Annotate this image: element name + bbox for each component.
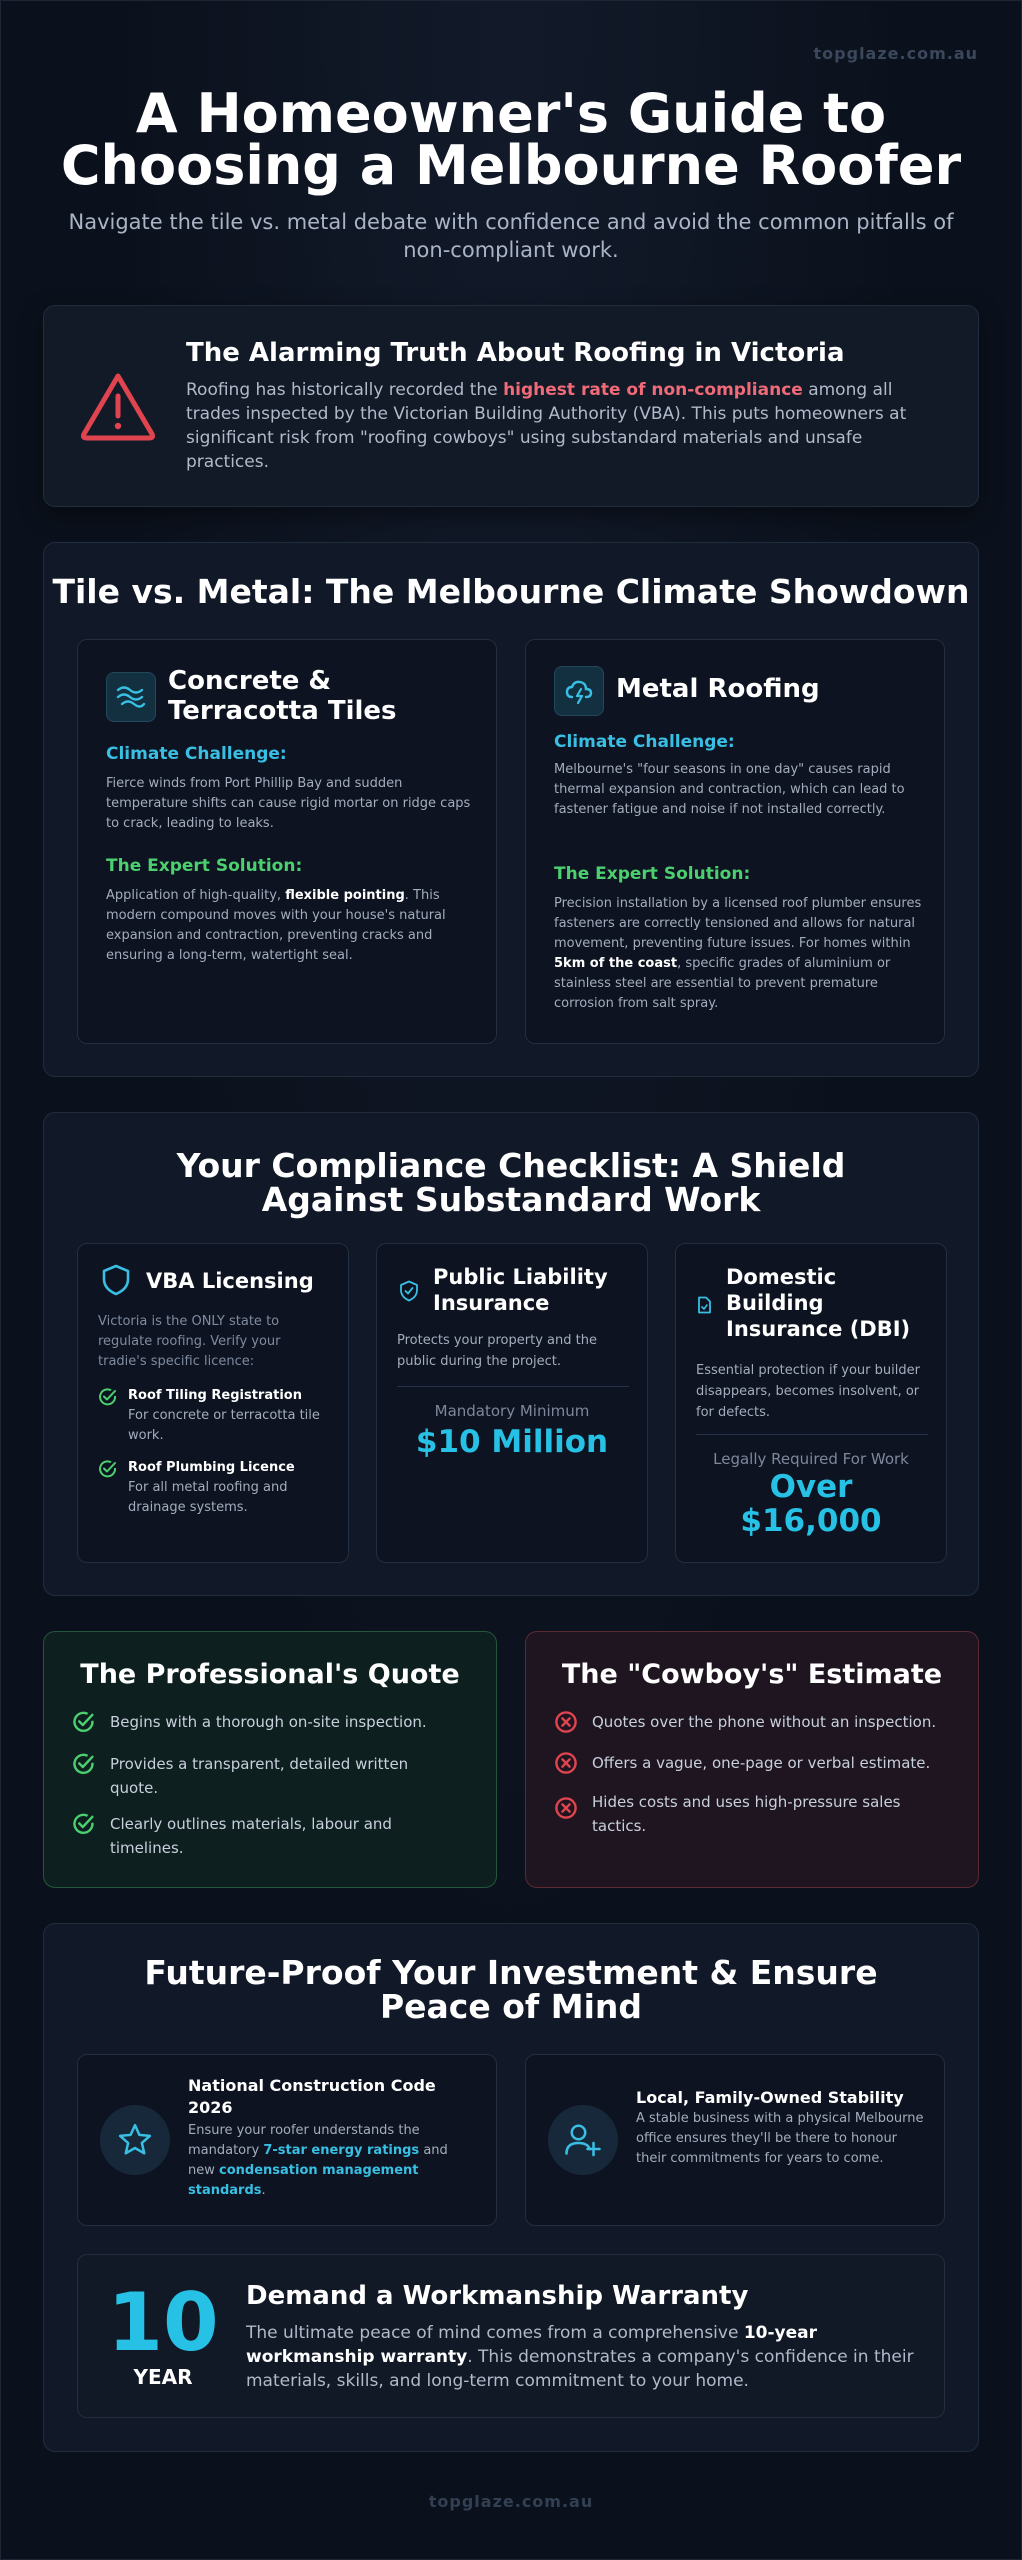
liability-card: [376, 1243, 648, 1563]
vba-item-1-title: Roof Tiling Registration: [128, 1388, 302, 1403]
tile-card: [77, 639, 497, 1044]
metal-challenge-text: Melbourne's "four seasons in one day" causes rapid thermal expansion and contraction, which can lead to fastener fatigue and noise if not installed correctly.: [554, 762, 905, 817]
cowboy-panel: [525, 1631, 979, 1888]
tile-challenge-text: Fierce winds from Port Phillip Bay and sudden temperature shifts can cause rigid mortar on ridge caps to crack, leading to leaks.: [106, 776, 471, 831]
pro-quote-item-2: [72, 1752, 472, 1800]
liability-title: Public Liability Insurance: [433, 1265, 608, 1315]
star-icon: [100, 2105, 170, 2175]
wind-icon: [106, 672, 156, 722]
metal-solution-text: Precision installation by a licensed roof plumber ensures fasteners are correctly tensioned and allows for natural movement, preventing future issues. For homes within 5km of the coast, specific grades of aluminium or stainless steel are essential to prevent premature corrosion from salt spray.: [554, 896, 922, 1011]
warranty-number: 10: [107, 2276, 219, 2369]
dbi-caption: Legally Required For Work: [713, 1450, 909, 1468]
dbi-title: Domestic Building Insurance (DBI): [726, 1265, 911, 1341]
metal-card: [525, 639, 945, 1044]
tile-solution-text: Application of high-quality, flexible pointing. This modern compound moves with your house's natural expansion and contraction, preventing cracks and ensuring a long-term, watertight seal.: [106, 888, 446, 963]
pro-quote-text-3: Clearly outlines materials, labour and timelines.: [110, 1815, 392, 1857]
liability-divider: [397, 1386, 629, 1387]
check-circle-icon: [72, 1710, 96, 1734]
dbi-text: Essential protection if your builder disappears, becomes insolvent, or for defects.: [696, 1363, 920, 1420]
cowboy-title: The "Cowboy's" Estimate: [561, 1659, 943, 1690]
future-panel: [43, 1923, 979, 2452]
liability-text: Protects your property and the public during the project.: [397, 1333, 597, 1369]
x-circle-icon: [554, 1796, 578, 1820]
pro-quote-item-3: [72, 1812, 472, 1860]
pro-quote-title: The Professional's Quote: [80, 1659, 460, 1690]
local-card: [525, 2054, 945, 2226]
vba-title: VBA Licensing: [146, 1269, 314, 1293]
dbi-value: Over $16,000: [740, 1469, 882, 1539]
check-circle-icon: [72, 1812, 96, 1836]
pro-quote-panel: [43, 1631, 497, 1888]
vba-card: [77, 1243, 349, 1563]
cowboy-text-1: Quotes over the phone without an inspection.: [592, 1713, 937, 1731]
cowboy-item-3: [554, 1790, 964, 1838]
pro-quote-item-1: [72, 1710, 472, 1734]
check-circle-icon: [98, 1459, 118, 1479]
vba-item-2: [98, 1458, 338, 1518]
checklist-panel: [43, 1112, 979, 1596]
alert-panel: [43, 305, 979, 507]
title-line-2: Choosing a Melbourne Roofer: [60, 134, 962, 197]
alert-highlight: highest rate of non-compliance: [503, 380, 803, 400]
document-icon: [696, 1296, 712, 1318]
metal-title: Metal Roofing: [616, 674, 820, 704]
shield-icon: [102, 1264, 130, 1300]
warning-triangle-icon: [78, 370, 158, 446]
page-title: [40, 82, 982, 197]
metal-challenge-label: Climate Challenge:: [554, 732, 735, 752]
local-title: Local, Family-Owned Stability: [636, 2088, 904, 2107]
pro-quote-text-1: Begins with a thorough on-site inspection.: [110, 1713, 427, 1731]
title-line-1: A Homeowner's Guide to: [135, 82, 887, 145]
brand-bottom[interactable]: topglaze.com.au: [428, 2492, 594, 2511]
shield-check-icon: [399, 1280, 419, 1306]
metal-solution-label: The Expert Solution:: [554, 864, 751, 884]
liability-value: $10 Million: [415, 1424, 609, 1460]
x-circle-icon: [554, 1710, 578, 1734]
ncc-text: Ensure your roofer understands the mandatory 7-star energy ratings and new condensation management standards.: [188, 2123, 448, 2198]
liability-caption: Mandatory Minimum: [434, 1402, 590, 1420]
page-subtitle: Navigate the tile vs. metal debate with confidence and avoid the common pitfalls of non-compliant work.: [68, 210, 954, 262]
dbi-card: [675, 1243, 947, 1563]
tile-challenge-label: Climate Challenge:: [106, 744, 287, 764]
user-plus-icon: [548, 2105, 618, 2175]
warranty-card: [77, 2254, 945, 2418]
alert-text: Roofing has historically recorded the highest rate of non-compliance among all trades inspected by the Victorian Building Authority (VBA). This puts homeowners at significant risk from "roofing cowboys" using substandard materials and unsafe practices.: [186, 380, 907, 472]
cowboy-text-2: Offers a vague, one-page or verbal estimate.: [592, 1754, 931, 1772]
vba-item-2-text: For all metal roofing and drainage systems.: [128, 1480, 288, 1515]
showdown-title: Tile vs. Metal: The Melbourne Climate Showdown: [52, 572, 970, 611]
warranty-unit: YEAR: [133, 2365, 193, 2389]
warranty-text: The ultimate peace of mind comes from a comprehensive 10-year workmanship warranty. This demonstrates a company's confidence in their materials, skills, and long-term commitment to your home.: [246, 2323, 914, 2391]
pro-quote-text-2: Provides a transparent, detailed written quote.: [110, 1755, 409, 1797]
local-text: A stable business with a physical Melbourne office ensures they'll be there to honour their commitments for years to come.: [636, 2111, 924, 2166]
cowboy-text-3: Hides costs and uses high-pressure sales tactics.: [592, 1793, 901, 1835]
alert-title: The Alarming Truth About Roofing in Victoria: [186, 338, 845, 368]
vba-item-2-title: Roof Plumbing Licence: [128, 1460, 295, 1475]
cowboy-item-2: [554, 1751, 964, 1775]
check-circle-icon: [98, 1387, 118, 1407]
brand-top[interactable]: topglaze.com.au: [813, 44, 978, 63]
dbi-divider: [696, 1434, 928, 1435]
x-circle-icon: [554, 1751, 578, 1775]
showdown-panel: [43, 542, 979, 1077]
warranty-title: Demand a Workmanship Warranty: [246, 2281, 749, 2311]
ncc-card: [77, 2054, 497, 2226]
cowboy-item-1: [554, 1710, 964, 1734]
ncc-title: National Construction Code 2026: [188, 2076, 436, 2117]
checklist-title: Your Compliance Checklist: A Shield Against Substandard Work: [176, 1146, 846, 1219]
future-title: Future-Proof Your Investment & Ensure Peace of Mind: [144, 1953, 878, 2026]
vba-item-1-text: For concrete or terracotta tile work.: [128, 1408, 320, 1443]
check-circle-icon: [72, 1752, 96, 1776]
tile-solution-label: The Expert Solution:: [106, 856, 303, 876]
vba-item-1: [98, 1386, 338, 1446]
vba-intro: Victoria is the ONLY state to regulate roofing. Verify your tradie's specific licence:: [98, 1314, 281, 1369]
cloud-sun-icon: [554, 666, 604, 716]
tile-title: Concrete & Terracotta Tiles: [168, 666, 397, 726]
